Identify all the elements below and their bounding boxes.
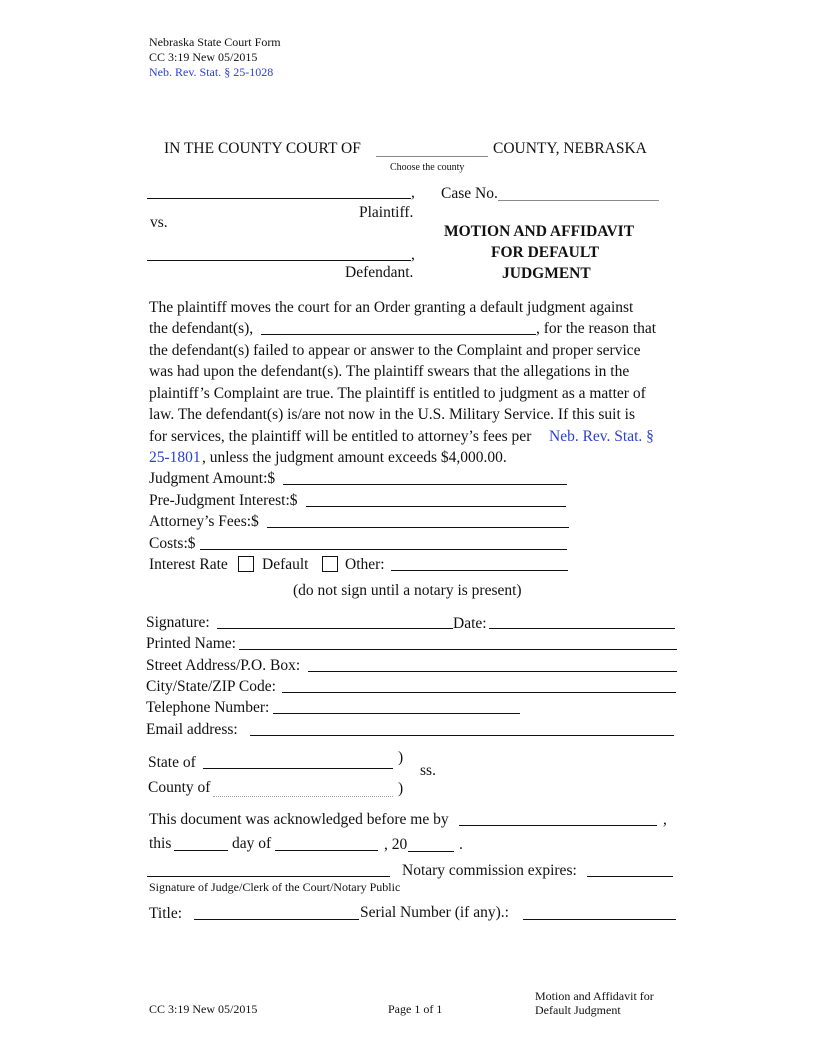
state-field[interactable]: [203, 754, 393, 769]
email-label: Email address:: [146, 721, 238, 738]
interest-rate-label: Interest Rate: [149, 556, 228, 573]
case-no-label: Case No.: [441, 185, 498, 202]
court-suffix: COUNTY, NEBRASKA: [493, 140, 647, 157]
county-select[interactable]: [376, 156, 488, 157]
notary-sig-caption: Signature of Judge/Clerk of the Court/Notary Public: [149, 880, 401, 894]
body-line-7a: for services, the plaintiff will be entitled to attorney’s fees per: [149, 428, 532, 445]
footer-title-2: Default Judgment: [535, 1003, 621, 1017]
printed-name-field[interactable]: [239, 635, 677, 650]
footer-page: Page 1 of 1: [388, 1002, 443, 1016]
body-line-6: law. The defendant(s) is/are not now in the U.S. Military Service. If this suit is: [149, 406, 636, 423]
judgment-amount-field[interactable]: [283, 470, 567, 485]
serial-label: Serial Number (if any).:: [360, 904, 509, 921]
attorney-fees-label: Attorney’s Fees:$: [149, 513, 259, 530]
ack-name-field[interactable]: [459, 811, 657, 826]
costs-field[interactable]: [200, 535, 567, 550]
prejudgment-interest-label: Pre-Judgment Interest:$: [149, 492, 298, 509]
signature-field[interactable]: [217, 614, 453, 629]
title-line1: MOTION AND AFFIDAVIT: [444, 223, 635, 240]
statute-link[interactable]: Neb. Rev. Stat. § 25-1028: [149, 65, 274, 79]
phone-label: Telephone Number:: [146, 699, 270, 716]
email-field[interactable]: [250, 721, 674, 736]
body-line-8b: , unless the judgment amount exceeds $4,000.00.: [202, 449, 507, 466]
title-label: Title:: [149, 905, 183, 922]
footer-code: CC 3:19 New 05/2015: [149, 1002, 258, 1016]
date-label: Date:: [453, 615, 487, 632]
defendant-name-field[interactable]: [261, 320, 536, 335]
defendant-comma: ,: [411, 246, 415, 263]
ack-comma: ,: [663, 811, 667, 828]
title-line2: FOR DEFAULT: [491, 244, 600, 261]
year-field[interactable]: [408, 837, 454, 852]
vs-label: vs.: [150, 214, 168, 231]
footer-title-1: Motion and Affidavit for: [535, 989, 654, 1003]
commission-field[interactable]: [587, 862, 673, 877]
body-line-2b: , for the reason that: [536, 320, 657, 337]
notary-note: (do not sign until a notary is present): [293, 582, 522, 599]
statute-link-25-1801a[interactable]: Neb. Rev. Stat. §: [549, 428, 654, 445]
month-field[interactable]: [275, 836, 378, 851]
state-label: State of: [148, 754, 196, 771]
statute-link-25-1801b[interactable]: 25-1801: [149, 449, 201, 466]
title-line3: JUDGMENT: [502, 265, 591, 282]
body-line-5: plaintiff’s Complaint are true. The plaintiff is entitled to judgment as a matter of: [149, 385, 646, 402]
body-line-1: The plaintiff moves the court for an Order granting a default judgment against: [149, 299, 634, 316]
defendant-field[interactable]: [147, 246, 411, 261]
ack-label: This document was acknowledged before me by: [149, 811, 449, 828]
attorney-fees-field[interactable]: [267, 513, 569, 528]
day-of-label: day of: [232, 835, 272, 852]
ss-label: ss.: [420, 762, 436, 779]
form-name: Nebraska State Court Form: [149, 35, 281, 49]
prejudgment-interest-field[interactable]: [306, 492, 566, 507]
state-paren: ): [398, 749, 404, 766]
plaintiff-field[interactable]: [147, 184, 411, 199]
default-checkbox[interactable]: [238, 556, 254, 572]
court-prefix: IN THE COUNTY COURT OF: [164, 140, 361, 157]
body-line-2a: the defendant(s),: [149, 320, 254, 337]
commission-label: Notary commission expires:: [402, 862, 577, 879]
judgment-amount-label: Judgment Amount:$: [149, 470, 276, 487]
county-paren: ): [398, 780, 404, 797]
year-label: , 20: [384, 836, 408, 853]
plaintiff-comma: ,: [411, 184, 415, 201]
day-field[interactable]: [174, 836, 228, 851]
serial-field[interactable]: [523, 905, 676, 920]
county-label: County of: [148, 779, 211, 796]
city-field[interactable]: [282, 678, 676, 693]
county-hint: Choose the county: [390, 162, 465, 173]
phone-field[interactable]: [273, 699, 520, 714]
other-checkbox[interactable]: [322, 556, 338, 572]
date-field[interactable]: [489, 614, 675, 629]
case-no-field[interactable]: [498, 186, 659, 201]
printed-name-label: Printed Name:: [146, 635, 236, 652]
title-field[interactable]: [194, 905, 359, 920]
default-label: Default: [262, 556, 309, 573]
county-of-field[interactable]: [213, 782, 393, 797]
plaintiff-label: Plaintiff.: [359, 204, 414, 221]
body-line-4: was had upon the defendant(s). The plaintiff swears that the allegations in the: [149, 363, 630, 380]
other-rate-field[interactable]: [391, 556, 568, 571]
notary-signature-field[interactable]: [147, 862, 390, 877]
form-code: CC 3:19 New 05/2015: [149, 50, 258, 64]
defendant-label: Defendant.: [345, 264, 414, 281]
body-line-3: the defendant(s) failed to appear or answer to the Complaint and proper service: [149, 342, 641, 359]
other-label: Other:: [345, 556, 385, 573]
year-period: .: [459, 836, 463, 853]
costs-label: Costs:$: [149, 535, 196, 552]
this-label: this: [149, 835, 172, 852]
street-label: Street Address/P.O. Box:: [146, 657, 301, 674]
city-label: City/State/ZIP Code:: [146, 678, 276, 695]
street-field[interactable]: [308, 657, 677, 672]
signature-label: Signature:: [146, 614, 210, 631]
